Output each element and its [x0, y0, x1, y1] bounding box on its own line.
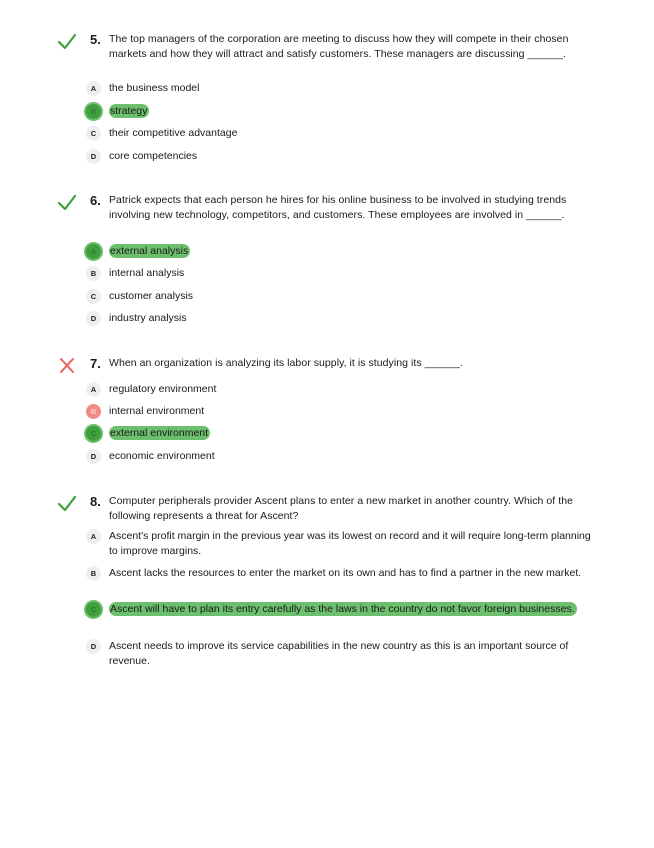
question-text: The top managers of the corporation are meeting to discuss how they will compete in their chosen markets and how they will attract and satisfy customers. These managers are discussing ______.	[109, 33, 569, 60]
option-text: internal environment	[109, 405, 205, 417]
option-letter: A	[86, 529, 101, 544]
check-icon	[57, 193, 77, 213]
option-text: strategy	[110, 105, 148, 117]
option-letter: B	[86, 566, 101, 581]
option-letter: C	[86, 602, 101, 617]
option-text: external analysis	[110, 245, 189, 257]
option-letter: A	[86, 244, 101, 259]
option-letter: B	[86, 104, 101, 119]
option-text: their competitive advantage	[109, 127, 238, 139]
option-letter: A	[86, 81, 101, 96]
option-letter: C	[86, 289, 101, 304]
question-number: 8.	[90, 494, 101, 509]
option-text: regulatory environment	[109, 383, 217, 395]
option-letter: D	[86, 449, 101, 464]
option-text: core competencies	[109, 150, 198, 162]
option-text: the business model	[109, 82, 200, 94]
option-text: external environment	[110, 427, 209, 439]
question-text: Computer peripherals provider Ascent plans to enter a new market in another country. Which of the following represents a threat for Ascent?	[109, 495, 573, 522]
question-number: 6.	[90, 193, 101, 208]
option-letter: D	[86, 639, 101, 654]
check-icon	[57, 32, 77, 52]
option-letter: D	[86, 311, 101, 326]
question-text: When an organization is analyzing its labor supply, it is studying its ______.	[109, 357, 463, 369]
check-icon	[57, 494, 77, 514]
option-text: internal analysis	[109, 267, 185, 279]
option-text: Ascent lacks the resources to enter the market on its own and has to find a partner in the new market.	[109, 567, 582, 579]
question-number: 5.	[90, 32, 101, 47]
question-number: 7.	[90, 356, 101, 371]
option-letter: B	[86, 404, 101, 419]
option-text: Ascent needs to improve its service capabilities in the new country as this is an important source of revenue.	[109, 640, 569, 667]
option-text: industry analysis	[109, 312, 187, 324]
option-text: Ascent's profit margin in the previous year was its lowest on record and it will require long-term planning to improve margins.	[109, 530, 591, 557]
option-text: Ascent will have to plan its entry carefully as the laws in the country do not favor foreign businesses.	[110, 603, 575, 615]
option-text: economic environment	[109, 450, 215, 462]
option-letter: B	[86, 266, 101, 281]
option-text: customer analysis	[109, 290, 194, 302]
option-letter: D	[86, 149, 101, 164]
option-letter: A	[86, 382, 101, 397]
option-letter: C	[86, 126, 101, 141]
question-text: Patrick expects that each person he hires for his online business to be involved in studying trends involving new technology, competitors, and customers. These employees are involved in ______.	[109, 194, 567, 221]
option-letter: C	[86, 426, 101, 441]
cross-icon	[57, 356, 77, 376]
